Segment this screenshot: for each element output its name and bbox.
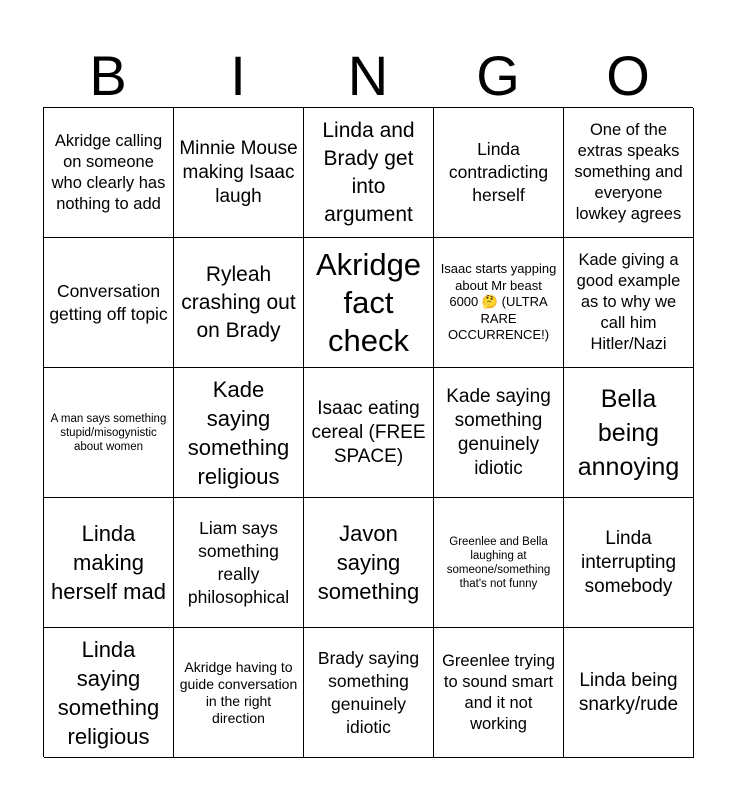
bingo-cell[interactable] [44,628,174,758]
bingo-cell[interactable] [564,368,694,498]
cell-text: Akridge fact check [315,246,422,358]
cell-text: Linda interrupting somebody [580,527,677,597]
cell-text: Kade saying something genuinely idiotic [446,385,551,479]
bingo-cell[interactable] [434,498,564,628]
bingo-cell[interactable] [44,238,174,368]
cell-text: Linda making herself mad [51,521,166,604]
bingo-cell[interactable] [434,238,564,368]
cell-text: Minnie Mouse making Isaac laugh [179,137,298,207]
bingo-cell[interactable] [174,628,304,758]
cell-text: Linda and Brady get into argument [322,118,415,226]
cell-text: Akridge calling on someone who clearly has nothing to add [51,131,166,213]
cell-text: Ryleah crashing out on Brady [181,262,296,342]
header-letter-o: O [606,44,650,107]
cell-text: Greenlee and Bella laughing at someone/something that's not funny [446,535,551,590]
bingo-cell[interactable] [564,108,694,238]
cell-text: Conversation getting off topic [49,280,168,324]
header-letter-b: B [89,44,127,107]
bingo-cell[interactable] [564,238,694,368]
bingo-cell[interactable] [44,108,174,238]
bingo-cell[interactable] [564,498,694,628]
bingo-cell[interactable] [304,368,434,498]
cell-text: Greenlee trying to sound smart and it not working [442,651,555,733]
bingo-cell[interactable] [174,108,304,238]
bingo-cell[interactable] [174,368,304,498]
bingo-cell[interactable] [564,628,694,758]
bingo-cell[interactable] [434,368,564,498]
cell-text: Isaac eating cereal (FREE SPACE) [311,397,426,467]
bingo-cell[interactable] [44,368,174,498]
bingo-header [43,44,693,108]
header-letter-g: G [476,44,520,107]
bingo-cell[interactable] [434,628,564,758]
header-letter-n: N [347,44,389,107]
bingo-cell[interactable] [304,628,434,758]
cell-text: Isaac starts yapping about Mr beast 6000 🤔 (ULTRA RARE OCCURRENCE!) [440,261,557,343]
cell-text: Linda saying something religious [57,636,160,749]
bingo-grid [43,107,693,757]
bingo-cell[interactable] [434,108,564,238]
bingo-cell[interactable] [304,238,434,368]
cell-text: Javon saying something [317,521,420,604]
cell-text: Kade giving a good example as to why we call him Hitler/Nazi [576,251,681,353]
bingo-cell[interactable] [44,498,174,628]
cell-text: One of the extras speaks something and everyone lowkey agrees [574,121,683,223]
header-letter-i: I [230,44,246,107]
cell-text: Liam says something really philosophical [187,517,290,607]
cell-text: Kade saying something religious [187,376,290,489]
cell-text: Linda being snarky/rude [578,669,679,715]
cell-text: Bella being annoying [577,384,680,481]
cell-text: Akridge having to guide conversation in the right direction [179,658,298,726]
bingo-cell[interactable] [304,108,434,238]
cell-text: Brady saying something genuinely idiotic [317,647,420,737]
bingo-cell[interactable] [304,498,434,628]
cell-text: Linda contradicting herself [448,139,549,205]
bingo-cell[interactable] [174,238,304,368]
bingo-cell[interactable] [174,498,304,628]
cell-text: A man says something stupid/misogynistic about women [50,412,167,453]
